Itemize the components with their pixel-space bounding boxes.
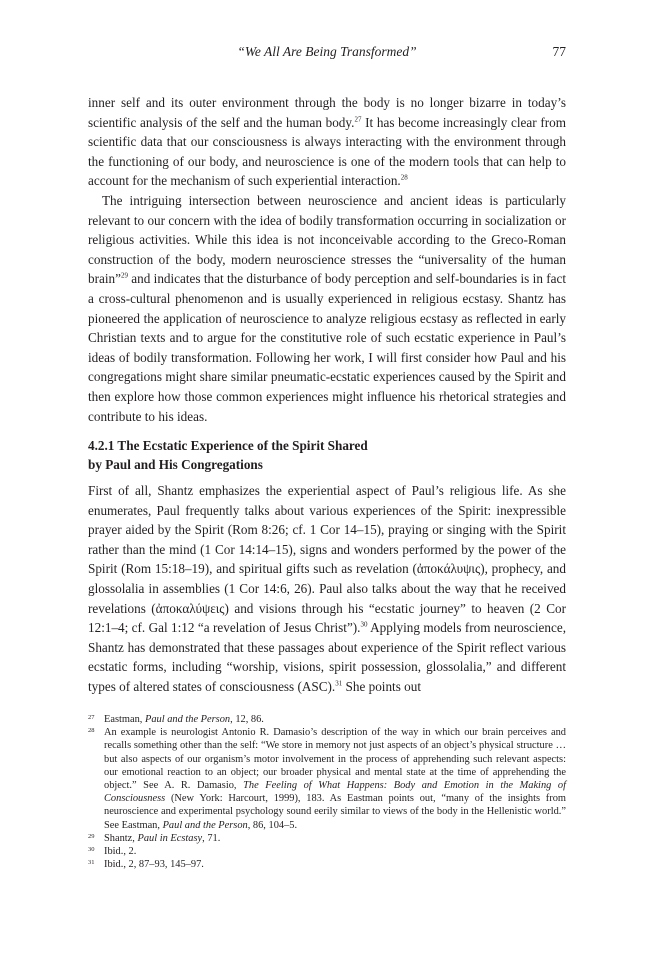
footnote-ref: 31 xyxy=(335,679,343,688)
text-run: Shantz, xyxy=(104,832,138,844)
paragraph xyxy=(88,93,566,191)
footnote-number: 28 xyxy=(88,727,95,735)
text-run: Ibid., 2, 87–93, 145–97. xyxy=(104,859,204,871)
running-head xyxy=(88,44,566,64)
footnote-ref: 27 xyxy=(354,115,362,124)
footnote xyxy=(88,832,566,845)
italic-title: Paul in Ecstasy xyxy=(137,832,203,844)
section-heading-line: 4.2.1 The Ecstatic Experience of the Spirit Shared xyxy=(88,438,368,453)
italic-title: The Feeling of What Happens: Body and Emotion in the Making of Consciousness xyxy=(104,780,566,805)
footnote xyxy=(88,726,566,832)
text-run: Eastman, xyxy=(104,714,145,725)
footnote-ref: 29 xyxy=(120,271,128,280)
text-run: , 86, 104–5. xyxy=(247,819,298,831)
footnote-number: 30 xyxy=(88,846,95,854)
footnotes xyxy=(88,713,566,871)
paragraph xyxy=(88,481,566,697)
page-number: 77 xyxy=(552,44,566,59)
section-heading xyxy=(88,436,566,474)
italic-title: Paul and the Person xyxy=(144,714,231,725)
footnote-ref: 28 xyxy=(400,173,408,182)
footnote xyxy=(88,858,566,871)
body-text xyxy=(88,93,566,426)
text-run: An example is neurologist Antonio R. Damasio’s description of the way in which our brain perceives and recalls something other than the self: “We store in memory not just aspects of an object’s physical structure … but also aspects of our organism’s motor involvement in the process of apprehending such relevant aspects: our emotional reaction to an object; our broader physical and mental state at the time of apprehending the object.” See A. R. Damasio, xyxy=(104,727,566,792)
text-run: Applying models from neuroscience, Shantz has demonstrated that these passages about experience of the Spirit reflect various ecstatic forms, including “worship, visions, spirit possession, glossolalia,” and different types of altered states of consciousness (ASC). xyxy=(88,620,566,694)
paragraph xyxy=(88,191,566,426)
text-run: First of all, Shantz emphasizes the experiential aspect of Paul’s religious life. As she enumerates, Paul frequently talks about various experiences of the Spirit: inexpressible prayer aided by the Spirit (Rom 8:26; cf. 1 Cor 14–15), praying or singing with the Spirit rather than the mind (1 Cor 14:14–15), signs and wonders performed by the power of the Spirit (Rom 15:18–19), and spiritual gifts such as revelation (ἀποκάλυψις), prophecy, and glossolalia in assemblies (1 Cor 14:6, 26). Paul also talks about the way that he received revelations (ἀποκαλύψεις) and visions through his “ecstatic journey” to heaven (2 Cor 12:1–4; cf. Gal 1:12 “a revelation of Jesus Christ”). xyxy=(88,483,566,636)
text-run: It has become increasingly clear from scientific data that our consciousness is always interacting with the environment through the functioning of our body, and neuroscience is one of the modern tools that can help to account for the mechanism of such experiential interaction. xyxy=(88,114,566,189)
footnote xyxy=(88,845,566,858)
text-run: The intriguing intersection between neuroscience and ancient ideas is particularly relevant to our concern with the idea of bodily transformation occurring in socialization or religious activities. While this idea is not inconceivable according to the Greco-Roman construction of the body, modern neuroscience stresses the “universality of the human brain” xyxy=(88,192,566,287)
text-run: , 71. xyxy=(202,832,221,844)
text-run: , 12, 86. xyxy=(230,714,264,725)
text-run: (New York: Harcourt, 1999), 183. As Eastman points out, “many of the insights from neuroscience and experimental psychology sound eerily similar to views of the body in the Hellenistic world.” See Eastman, xyxy=(104,793,566,831)
text-run: Ibid., 2. xyxy=(104,846,137,858)
footnote-number: 31 xyxy=(88,859,95,867)
italic-title: Paul and the Person xyxy=(162,819,248,831)
text-run: and indicates that the disturbance of body perception and self-boundaries is in fact a cross-cultural phenomenon and is usually experienced in religious ecstasy. Shantz has pioneered the application of neuroscience to analyze religious ecstasy as reflected in early Christian texts and to argue for the constitutive role of such ecstatic experience in Paul’s ideas of bodily transformation. Following her work, I will first consider how Paul and his congregations might share similar pneumatic-ecstatic experiences caused by the Spirit and then explore how those common experiences might influence his rhetorical strategies and contribute to his ideas. xyxy=(88,271,566,424)
section-heading-line: by Paul and His Congregations xyxy=(88,457,263,472)
text-run: She points out xyxy=(342,678,421,694)
body-text-section xyxy=(88,481,566,697)
running-title: “We All Are Being Transformed” xyxy=(237,44,417,59)
footnote-number: 27 xyxy=(88,714,95,721)
footnote xyxy=(88,713,566,726)
footnote-number: 29 xyxy=(88,832,95,840)
footnote-ref: 30 xyxy=(360,620,368,629)
text-run: inner self and its outer environment through the body is no longer bizarre in today’s scientific analysis of the self and the human body. xyxy=(88,95,566,130)
